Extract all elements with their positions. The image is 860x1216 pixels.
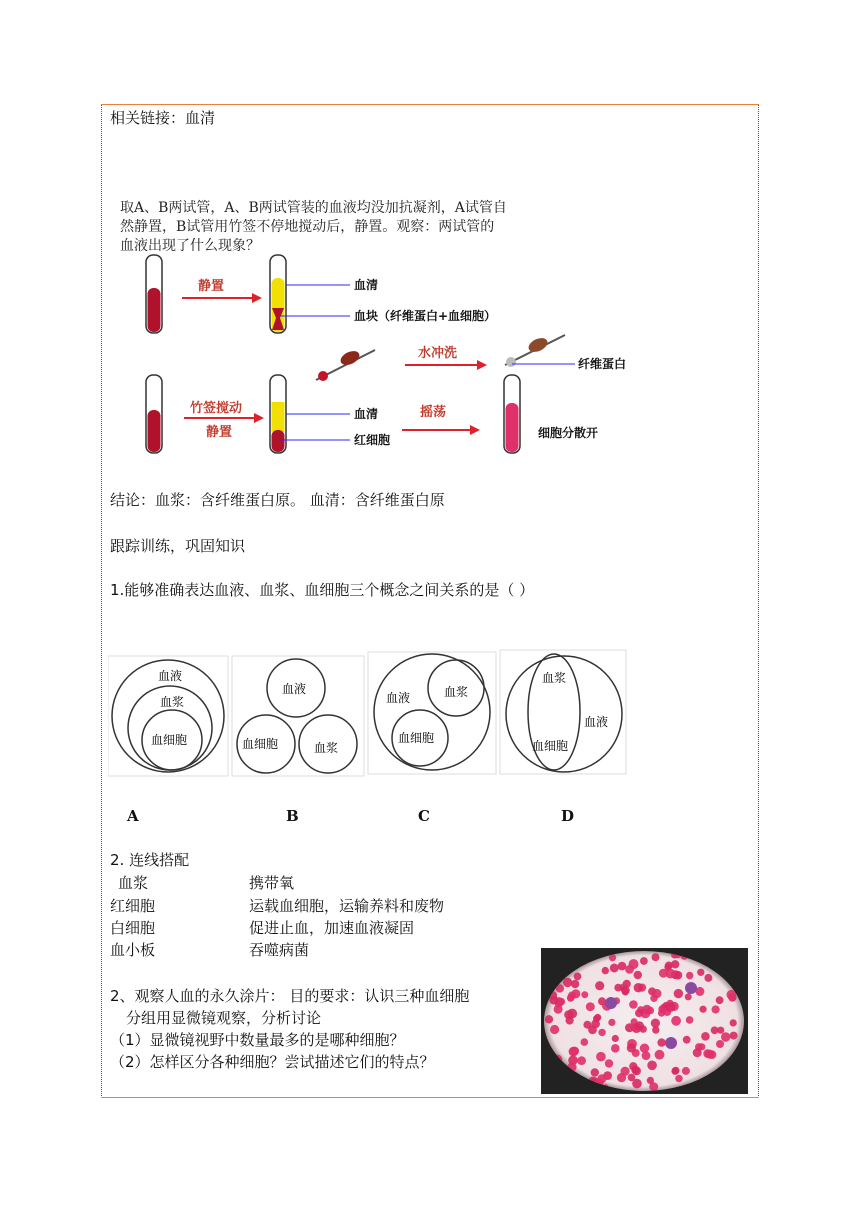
red-blood-cell xyxy=(704,974,712,982)
q2-left-2: 红细胞 xyxy=(110,897,156,915)
red-blood-cell xyxy=(685,993,692,1000)
q3-line-3: （1）显微镜视野中数量最多的是哪种细胞？ xyxy=(110,1031,405,1049)
venn-d-cells: 血细胞 xyxy=(532,739,569,753)
red-blood-cell xyxy=(614,984,622,992)
tube-b-after xyxy=(270,375,286,453)
conclusion-text: 结论：血浆：含纤维蛋白原。 血清：含纤维蛋白原 xyxy=(110,491,445,509)
red-blood-cell xyxy=(655,1050,665,1060)
red-blood-cell xyxy=(571,989,580,998)
q2-right-1: 携带氧 xyxy=(249,874,295,892)
red-blood-cell xyxy=(647,1077,654,1084)
arrow-shake xyxy=(402,404,480,435)
q2-right-2: 运载血细胞，运输养料和废物 xyxy=(249,897,445,915)
red-blood-cell xyxy=(591,1068,599,1076)
red-blood-cell xyxy=(642,1005,651,1014)
red-blood-cell xyxy=(570,1047,579,1056)
arrow-wash-label: 水冲洗 xyxy=(418,346,458,361)
red-blood-cell xyxy=(730,1019,737,1026)
red-blood-cell xyxy=(675,1075,683,1083)
red-blood-cell xyxy=(693,1048,702,1057)
red-blood-cell xyxy=(621,1067,630,1076)
venn-c-blood: 血液 xyxy=(386,691,411,705)
red-blood-cell xyxy=(666,1002,676,1012)
experiment-text-line-1: 取A、B两试管，A、B两试管装的血液均没加抗凝剂，A试管自 xyxy=(120,200,507,216)
red-blood-cell xyxy=(701,1032,710,1041)
tube-a-after xyxy=(270,255,286,333)
red-blood-cell xyxy=(647,1061,657,1071)
red-blood-cell xyxy=(634,971,642,979)
red-blood-cell xyxy=(712,1005,720,1013)
arrow-stir xyxy=(184,400,264,440)
q3-line-2: 分组用显微镜观察，分析讨论 xyxy=(126,1009,322,1027)
red-blood-cell xyxy=(621,986,630,995)
venn-option-c xyxy=(368,652,496,774)
q2-left-4: 血小板 xyxy=(110,941,156,959)
red-blood-cell xyxy=(635,1021,644,1030)
venn-b-plasma: 血浆 xyxy=(314,741,339,755)
red-blood-cell xyxy=(618,962,627,971)
red-blood-cell xyxy=(642,1051,651,1060)
red-blood-cell xyxy=(651,1019,660,1028)
q2-left-1: 血浆 xyxy=(118,874,149,892)
tube-dispersed xyxy=(504,375,520,453)
red-blood-cell xyxy=(577,1056,586,1065)
option-d-label: D xyxy=(561,807,575,825)
red-blood-cell xyxy=(605,1059,613,1067)
white-blood-cell xyxy=(685,982,697,994)
red-blood-cell xyxy=(674,989,683,998)
stick-with-clot xyxy=(316,348,375,381)
q2-heading: 2. 连线搭配 xyxy=(110,851,190,869)
red-blood-cell xyxy=(657,1038,665,1046)
red-blood-cell xyxy=(711,1026,719,1034)
experiment-text-line-2: 然静置，B试管用竹签不停地搅动后，静置。观察：两试管的 xyxy=(120,219,495,235)
q3-line-4: （2）怎样区分各种细胞？尝试描述它们的特点？ xyxy=(110,1053,435,1071)
red-blood-cell xyxy=(612,1035,619,1042)
red-blood-cell xyxy=(596,1052,606,1062)
arrow-stir-label-1: 竹签搅动 xyxy=(190,401,243,416)
red-blood-cell xyxy=(550,1025,559,1034)
red-blood-cell xyxy=(671,1067,679,1075)
red-blood-cell xyxy=(640,957,648,965)
red-blood-cell xyxy=(625,965,634,974)
red-blood-cell xyxy=(597,1074,606,1083)
red-blood-cell xyxy=(564,1010,573,1019)
red-blood-cell xyxy=(652,953,660,961)
red-blood-cell xyxy=(610,964,619,973)
red-blood-cell xyxy=(563,978,572,987)
red-blood-cell xyxy=(629,1000,638,1009)
red-blood-cell xyxy=(588,1025,597,1034)
red-blood-cell xyxy=(581,1038,589,1046)
arrow-rest-label: 静置 xyxy=(198,279,225,294)
red-blood-cell xyxy=(586,1002,595,1011)
red-blood-cell xyxy=(595,981,604,990)
q1-text: 1.能够准确表达血液、血浆、血细胞三个概念之间关系的是（ ） xyxy=(110,581,535,599)
red-blood-cell xyxy=(608,1019,615,1026)
label-fibrin: 纤维蛋白 xyxy=(578,357,627,371)
arrow-stir-label-2: 静置 xyxy=(206,425,233,440)
red-blood-cell xyxy=(705,1050,714,1059)
label-rbc: 红细胞 xyxy=(354,433,391,447)
venn-b-blood: 血液 xyxy=(282,682,307,696)
red-blood-cell xyxy=(686,972,693,979)
red-blood-cell xyxy=(628,1074,636,1082)
label-dispersed: 细胞分散开 xyxy=(538,426,599,440)
section-link-title: 相关链接：血清 xyxy=(110,109,216,127)
stick-with-fibrin xyxy=(505,335,565,367)
red-blood-cell xyxy=(697,969,704,976)
red-blood-cell xyxy=(631,1066,639,1074)
red-blood-cell xyxy=(545,1015,553,1023)
red-blood-cell xyxy=(571,980,579,988)
red-blood-cell xyxy=(730,1032,738,1040)
q3-line-1: 2、观察人血的永久涂片： 目的要求：认识三种血细胞 xyxy=(110,987,470,1005)
red-blood-cell xyxy=(652,989,661,998)
venn-a-plasma: 血浆 xyxy=(160,695,185,709)
venn-c-plasma: 血浆 xyxy=(444,685,469,699)
red-blood-cell xyxy=(627,1043,636,1052)
venn-c-cells: 血细胞 xyxy=(398,731,435,745)
white-blood-cell xyxy=(665,1037,677,1049)
red-blood-cell xyxy=(686,1016,694,1024)
label-serum-2: 血清 xyxy=(354,407,379,421)
red-blood-cell xyxy=(721,1032,730,1041)
label-serum-1: 血清 xyxy=(354,278,379,292)
frame-top-border xyxy=(101,104,759,105)
option-c-label: C xyxy=(418,807,430,825)
arrow-wash xyxy=(405,345,487,370)
red-blood-cell xyxy=(666,969,676,979)
venn-options xyxy=(108,648,628,778)
venn-option-b xyxy=(232,656,364,776)
red-blood-cell xyxy=(671,1016,681,1026)
serum-experiment-figure xyxy=(120,190,660,465)
option-b-label: B xyxy=(286,807,299,825)
arrow-rest xyxy=(182,278,262,303)
option-a-label: A xyxy=(127,807,139,825)
red-blood-cell xyxy=(602,967,609,974)
tube-b-initial xyxy=(146,375,162,453)
experiment-text-line-3: 血液出现了什么现象？ xyxy=(120,238,260,254)
red-blood-cell xyxy=(635,1009,643,1017)
venn-a-cells: 血细胞 xyxy=(151,733,188,747)
red-blood-cell xyxy=(549,996,558,1005)
microscope-blood-smear-image xyxy=(541,948,748,1094)
venn-a-blood: 血液 xyxy=(158,669,183,683)
red-blood-cell xyxy=(598,1029,605,1036)
q2-right-4: 吞噬病菌 xyxy=(249,941,310,959)
red-blood-cell xyxy=(581,991,588,998)
venn-option-d xyxy=(500,650,626,774)
practice-heading: 跟踪训练，巩固知识 xyxy=(110,537,246,555)
label-clot: 血块（纤维蛋白+血细胞） xyxy=(354,309,497,323)
red-blood-cell xyxy=(683,1036,691,1044)
venn-d-plasma: 血浆 xyxy=(542,671,567,685)
venn-option-a xyxy=(108,656,228,776)
red-blood-cell xyxy=(611,1044,620,1053)
red-blood-cell xyxy=(700,1006,707,1013)
q2-right-3: 促进止血，加速血液凝固 xyxy=(249,919,415,937)
q2-left-3: 白细胞 xyxy=(110,919,156,937)
venn-b-cells: 血细胞 xyxy=(242,737,279,751)
white-blood-cell xyxy=(605,997,617,1009)
red-blood-cell xyxy=(716,1040,724,1048)
red-blood-cell xyxy=(574,973,582,981)
red-blood-cell xyxy=(609,954,616,961)
red-blood-cell xyxy=(682,1067,690,1075)
red-blood-cell xyxy=(716,996,724,1004)
tube-a-initial xyxy=(146,255,162,333)
red-blood-cell xyxy=(593,1015,600,1022)
frame-bottom-border xyxy=(101,1097,759,1098)
red-blood-cell xyxy=(634,983,643,992)
venn-d-blood: 血液 xyxy=(584,715,609,729)
arrow-shake-label: 摇荡 xyxy=(420,405,447,420)
